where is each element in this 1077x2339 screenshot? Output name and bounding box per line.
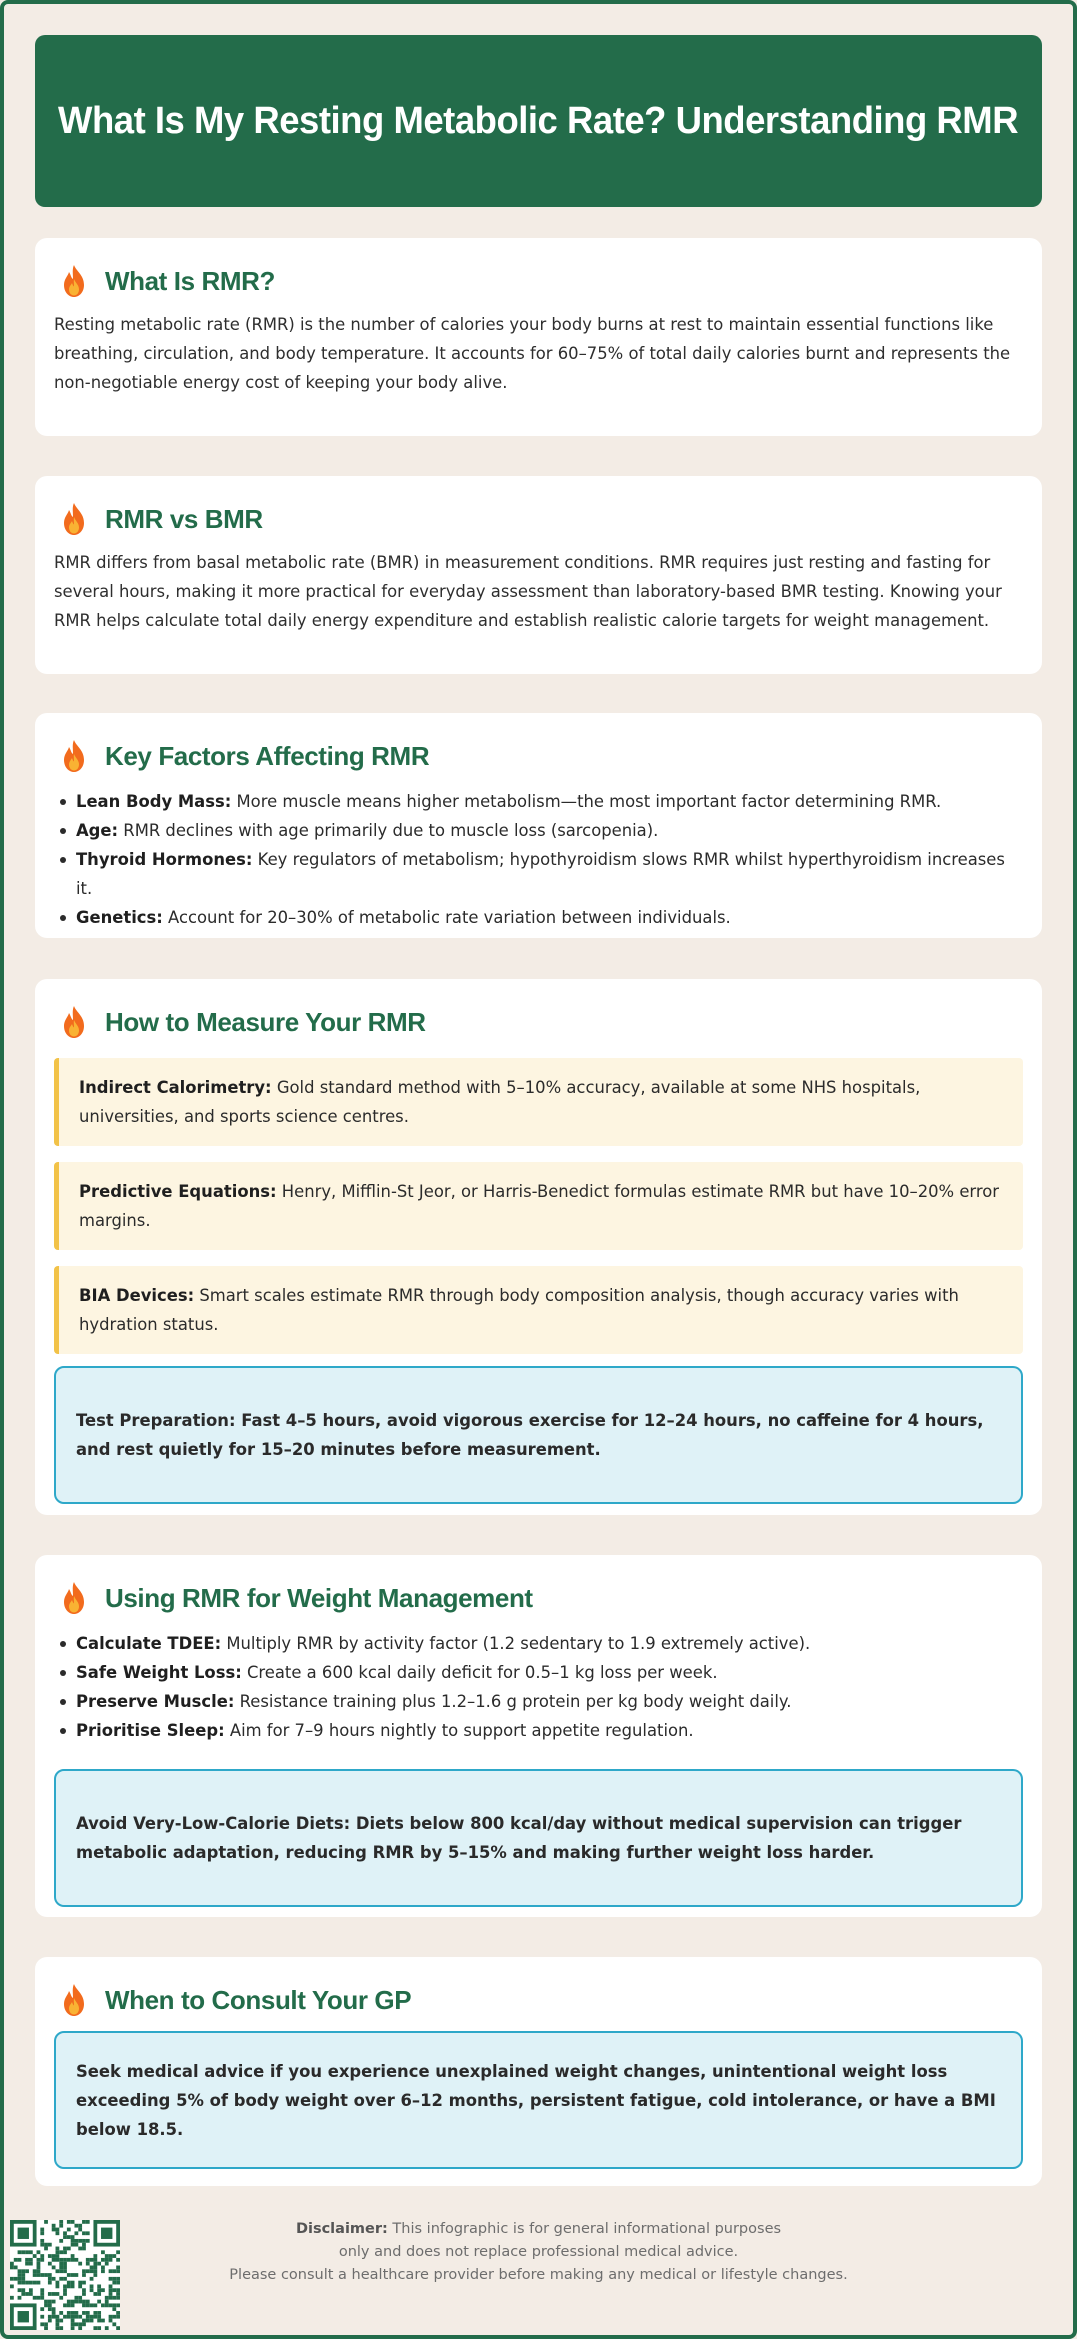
list-item: Safe Weight Loss: Create a 600 kcal daily deficit for 0.5–1 kg loss per week. [54,1658,1023,1687]
flame-icon [60,1005,88,1039]
list-item: Genetics: Account for 20–30% of metabolic rate variation between individuals. [54,903,1023,932]
weight-list [54,1629,1023,1745]
flame-icon [60,1581,88,1615]
section-title: What Is RMR? [105,265,275,296]
factor-list [54,787,1023,932]
disclaimer: Disclaimer: This infographic is for general informational purposes only and does not replace professional medical advice. Please consult a healthcare provider before making any medical or lifestyle changes. [229,2221,848,2283]
page-header [35,35,1042,207]
card-how-to-measure [35,979,1042,1515]
section-title: Key Factors Affecting RMR [105,740,430,771]
card-weight-management [35,1555,1042,1917]
flame-icon [60,264,88,298]
list-item: Lean Body Mass: More muscle means higher metabolism—the most important factor determining RMR. [54,787,1023,816]
section-text: Resting metabolic rate (RMR) is the number of calories your body burns at rest to maintain essential functions like breathing, circulation, and body temperature. It accounts for 60–75% of total daily calories burnt and represents the non-negotiable energy cost of keeping your body alive. [54,315,1011,392]
section-title: How to Measure Your RMR [105,1006,426,1037]
section-text: RMR differs from basal metabolic rate (BMR) in measurement conditions. RMR requires just resting and fasting for several hours, making it more practical for everyday assessment than laboratory-based BMR testing. Knowing your RMR helps calculate total daily energy expenditure and establish realistic calorie targets for weight management. [54,553,1002,630]
section-title: When to Consult Your GP [105,1984,412,2015]
test-preparation-callout: Test Preparation: Fast 4–5 hours, avoid vigorous exercise for 12–24 hours, no caffeine for 4 hours, and rest quietly for 15–20 minutes before measurement. [54,1366,1023,1504]
card-what-is-rmr [35,238,1042,436]
method-note: Indirect Calorimetry: Gold standard method with 5–10% accuracy, available at some NHS hospitals, universities, and sports science centres. [54,1058,1023,1146]
method-note: BIA Devices: Smart scales estimate RMR through body composition analysis, though accuracy varies with hydration status. [54,1266,1023,1354]
card-consult-gp [35,1957,1042,2186]
method-note: Predictive Equations: Henry, Mifflin-St Jeor, or Harris-Benedict formulas estimate RMR but have 10–20% error margins. [54,1162,1023,1250]
list-item: Calculate TDEE: Multiply RMR by activity factor (1.2 sedentary to 1.9 extremely active). [54,1629,1023,1658]
page-title: What Is My Resting Metabolic Rate? Understanding RMR [58,99,1019,142]
flame-icon [60,739,88,773]
card-rmr-vs-bmr [35,476,1042,674]
list-item: Thyroid Hormones: Key regulators of metabolism; hypothyroidism slows RMR whilst hyperthyroidism increases it. [54,845,1023,903]
list-item: Age: RMR declines with age primarily due to muscle loss (sarcopenia). [54,816,1023,845]
section-title: Using RMR for Weight Management [105,1582,533,1613]
vlcd-warning-callout: Avoid Very-Low-Calorie Diets: Diets below 800 kcal/day without medical supervision can trigger metabolic adaptation, reducing RMR by 5–15% and making further weight loss harder. [54,1769,1023,1907]
flame-icon [60,1983,88,2017]
card-key-factors [35,713,1042,938]
flame-icon [60,502,88,536]
section-title: RMR vs BMR [105,503,263,534]
list-item: Prioritise Sleep: Aim for 7–9 hours nightly to support appetite regulation. [54,1716,1023,1745]
gp-advice-callout: Seek medical advice if you experience unexplained weight changes, unintentional weight loss exceeding 5% of body weight over 6–12 months, persistent fatigue, cold intolerance, or have a BMI below 18.5. [54,2031,1023,2169]
list-item: Preserve Muscle: Resistance training plus 1.2–1.6 g protein per kg body weight daily. [54,1687,1023,1716]
